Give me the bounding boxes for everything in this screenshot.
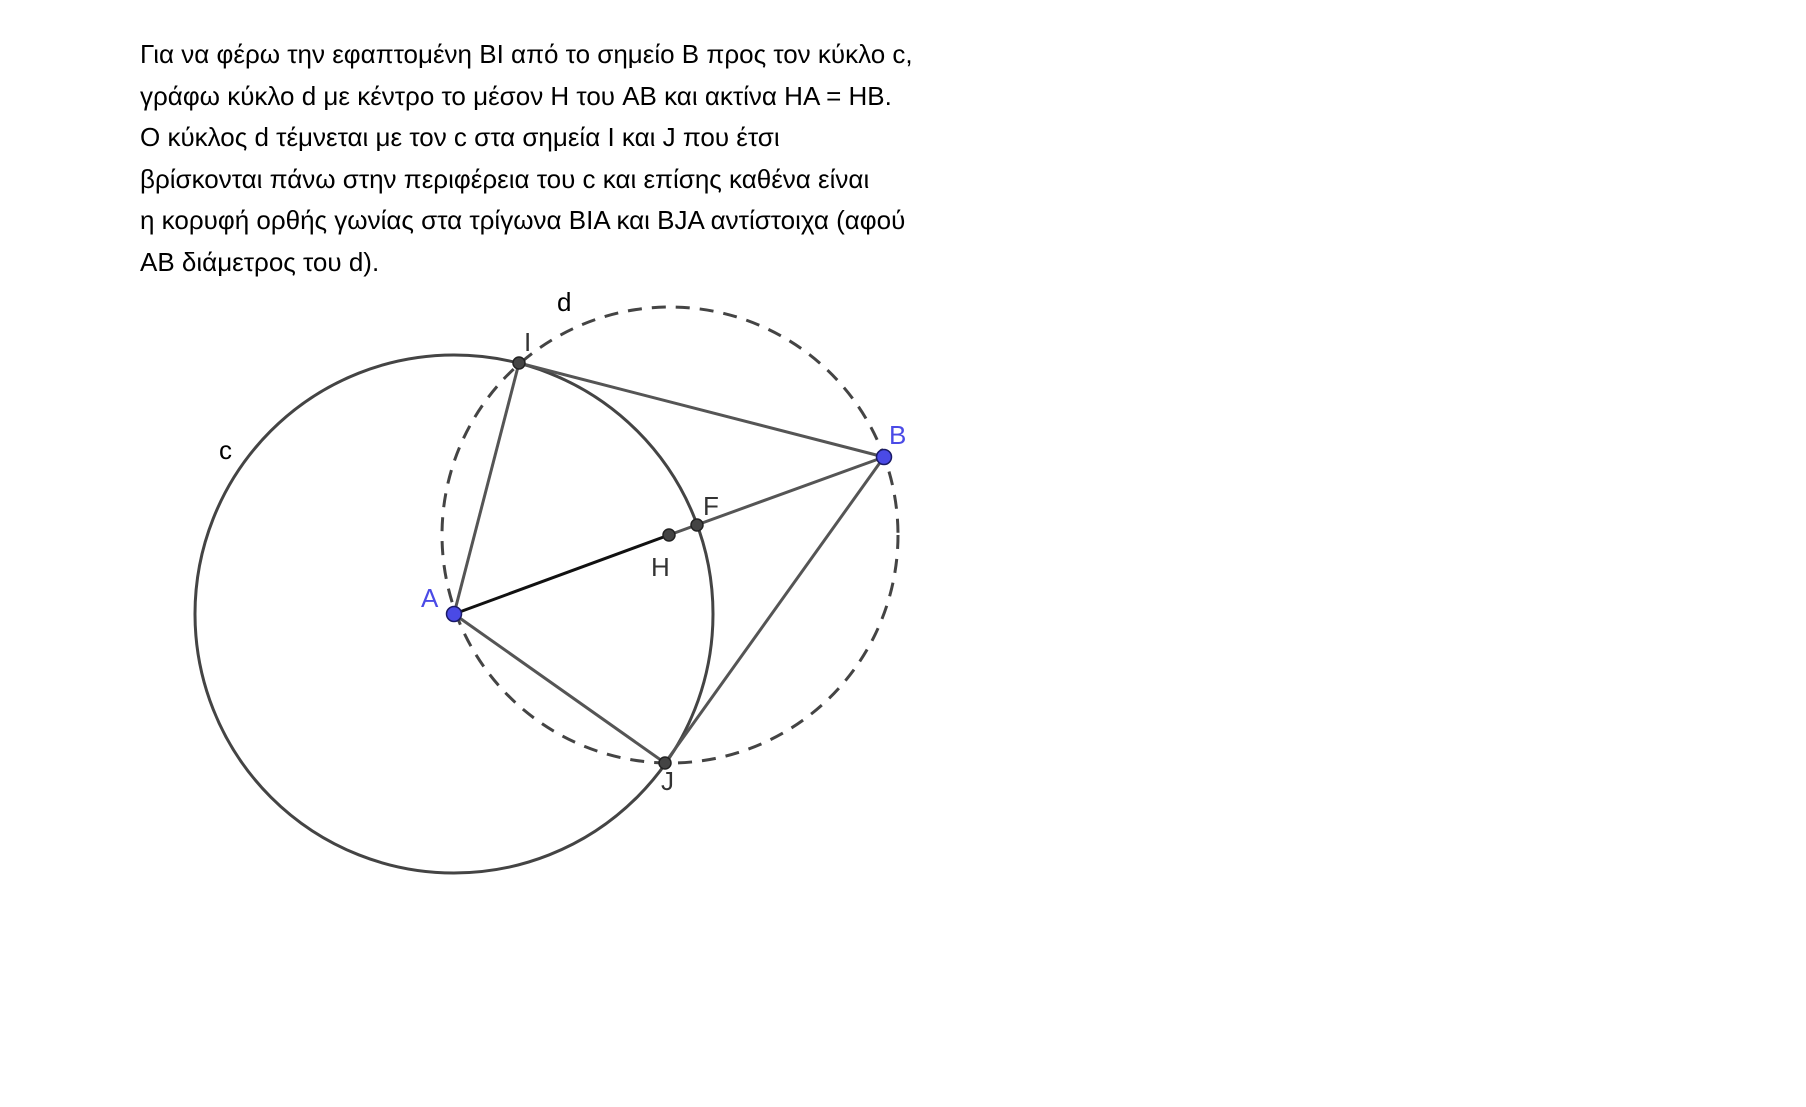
point-a[interactable]: [447, 607, 462, 622]
segment-ai[interactable]: [454, 363, 519, 614]
point-f[interactable]: [691, 519, 703, 531]
point-h-label: H: [651, 552, 670, 582]
point-j-label: J: [661, 766, 674, 796]
point-i[interactable]: [513, 357, 525, 369]
description-line-5: η κορυφή ορθής γωνίας στα τρίγωνα BIA και BJA αντίστοιχα (αφού: [140, 205, 906, 235]
point-b-label: B: [889, 420, 907, 450]
description-line-4: βρίσκονται πάνω στην περιφέρεια του c και επίσης καθένα είναι: [140, 163, 870, 194]
description-line-2: γράφω κύκλο d με κέντρο το μέσον H του AB και ακτίνα HA = HB.: [140, 80, 892, 111]
description-line-3: O κύκλος d τέμνεται με τον c στα σημεία I και J που έτσι: [140, 122, 780, 152]
point-f-label: F: [703, 491, 719, 521]
segment-jb[interactable]: [665, 457, 884, 763]
circle-d-label: d: [557, 287, 572, 317]
segment-aj[interactable]: [454, 614, 665, 763]
segment-ah[interactable]: [454, 535, 669, 614]
segment-ib[interactable]: [519, 363, 884, 457]
circle-c-label: c: [219, 435, 232, 465]
description-line-6: AB διάμετρος του d).: [140, 246, 380, 277]
point-h[interactable]: [663, 529, 675, 541]
description-line-1: Για να φέρω την εφαπτομένη BI από το σημείο B προς τον κύκλο c,: [140, 39, 913, 69]
point-b[interactable]: [877, 450, 892, 465]
point-i-label: I: [524, 327, 532, 357]
point-a-label: A: [421, 583, 439, 613]
